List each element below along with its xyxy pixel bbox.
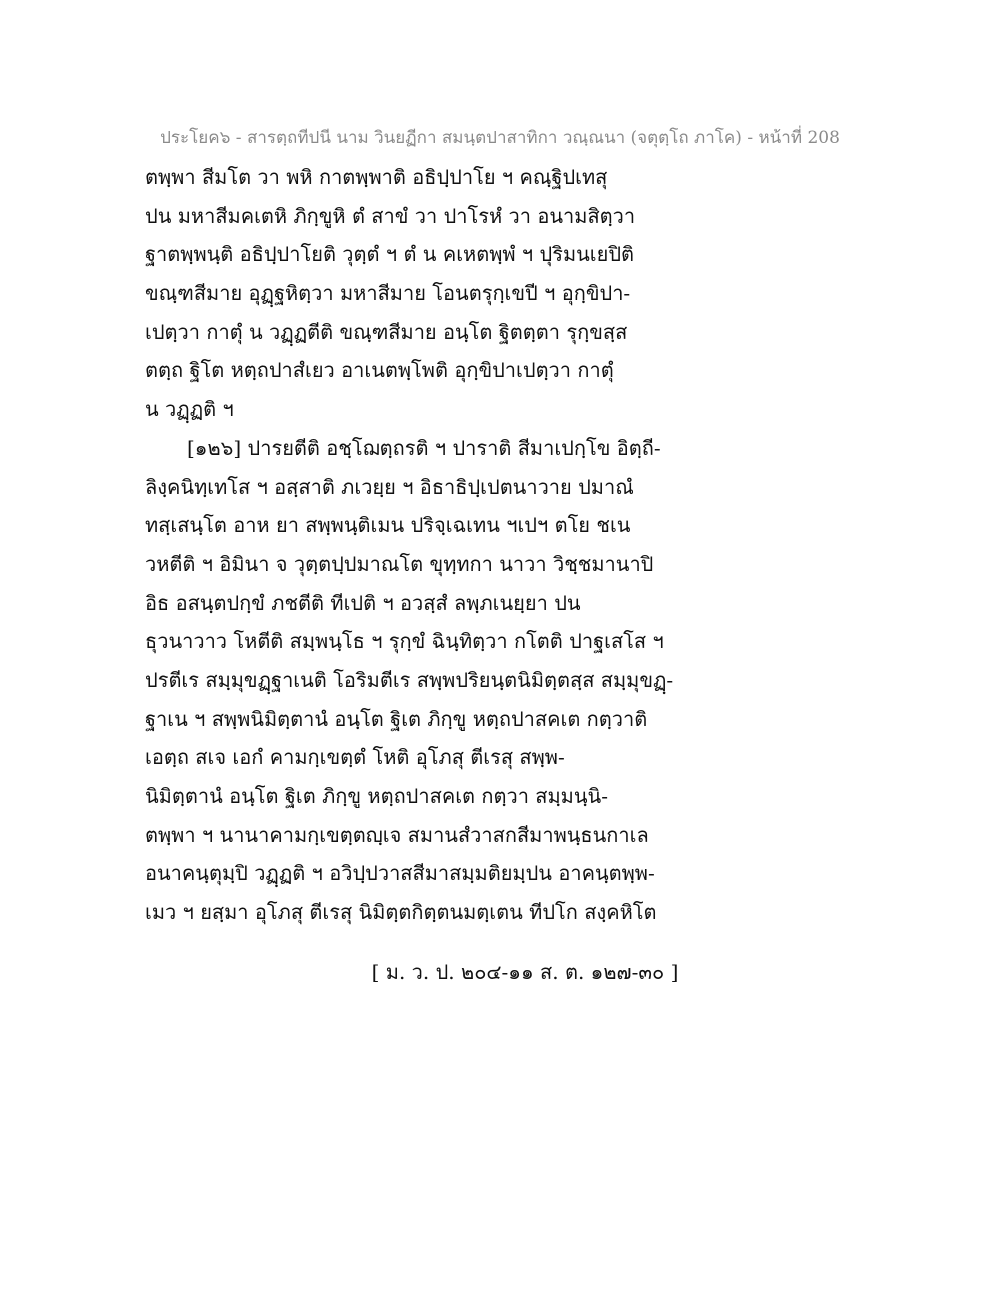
text-line: ตพฺพา ฯ นานาคามกฺเขตฺตญฺเจ สมานสํวาสกสีมาพนฺธนกาเล [145, 822, 649, 847]
text-line: ลิงฺคนิทฺเทโส ฯ อสฺสาติ ภเวยฺย ฯ อิธาธิปฺเปตนาวาย ปมาณํ [145, 474, 634, 499]
text-line: ธุวนาวาว โหตีติ สมฺพนฺโธ ฯ รุกฺขํ ฉินฺทิตฺวา กโตติ ปาฐเสโส ฯ [145, 629, 664, 654]
page-header: ประโยค๖ - สารตฺถทีปนี นาม วินยฏีกา สมนฺตปาสาทิกา วณฺณนา (จตุตฺโถ ภาโค) - หน้าที่ 208 [160, 128, 840, 148]
text-line: ปน มหาสีมคเตหิ ภิกฺขูหิ ตํ สาขํ วา ปาโรหํ วา อนามสิตฺวา [145, 203, 636, 228]
source-reference: [ ม. ว. ป. ๒๐๔-๑๑ ส. ต. ๑๒๗-๓๐ ] [371, 960, 679, 984]
text-line: น วฏฺฏติ ฯ [145, 397, 234, 422]
text-line: วหตีติ ฯ อิมินา จ วุตฺตปฺปมาณโต ขุทฺทกา นาวา วิชฺชมานาปิ [145, 551, 654, 576]
text-line: ขณฺฑสีมาย อุฏฺฐหิตฺวา มหาสีมาย โอนตรุกฺเขปี ฯ อุกฺขิปา- [145, 281, 631, 306]
text-line: ปรตีเร สมฺมุขฏฺฐาเนติ โอริมตีเร สพฺพปริยนฺตนิมิตฺตสฺส สมฺมุขฏฺ- [145, 667, 674, 692]
text-line: ตตฺถ ฐิโต หตฺถปาสํเยว อาเนตพฺโพติ อุกฺขิปาเปตฺวา กาตุํ [145, 358, 614, 383]
text-line: เอตฺถ สเจ เอกํ คามกฺเขตฺตํ โหติ อุโภสุ ตีเรสุ สพฺพ- [145, 745, 565, 770]
text-line: อนาคนฺตุมฺปิ วฏฺฏติ ฯ อวิปฺปวาสสีมาสมฺมติยมฺปน อาคนฺตพฺพ- [145, 861, 655, 886]
text-line: เมว ฯ ยสฺมา อุโภสุ ตีเรสุ นิมิตฺตกิตฺตนมตฺเตน ทีปโก สงฺคหิโต [145, 900, 657, 925]
text-line: เปตฺวา กาตุํ น วฏฺฏตีติ ขณฺฑสีมาย อนฺโต ฐิตตฺตา รุกฺขสฺส [145, 319, 628, 344]
text-line: ตพฺพา สีมโต วา พหิ กาตพฺพาติ อธิปฺปาโย ฯ คณฺฐิปเทสุ [145, 165, 608, 189]
text-line: นิมิตฺตานํ อนฺโต ฐิเต ภิกฺขู หตฺถปาสคเต กตฺวา สมฺมนฺนิ- [145, 784, 608, 808]
text-line: ฐาเน ฯ สพฺพนิมิตฺตานํ อนฺโต ฐิเต ภิกฺขู หตฺถปาสคเต กตฺวาติ [145, 706, 648, 731]
paragraph-start-line: [๑๒๖] ปารยตีติ อชฺโฌตฺถรติ ฯ ปาราติ สีมาเปกฺโข อิตฺถี- [187, 435, 661, 460]
text-line: ฐาตพฺพนฺติ อธิปฺปาโยติ วุตฺตํ ฯ ตํ น คเหตพฺพํ ฯ ปุริมนเยปิติ [145, 242, 635, 267]
text-line: ทสฺเสนฺโต อาห ยา สพฺพนฺติเมน ปริจฺเฉเทน ฯเปฯ ตโย ชเน [145, 513, 631, 538]
body-text [145, 158, 685, 932]
text-line: อิธ อสนฺตปกฺขํ ภชตีติ ทีเปติ ฯ อวสฺสํ ลพฺภเนยฺยา ปน [145, 590, 581, 615]
